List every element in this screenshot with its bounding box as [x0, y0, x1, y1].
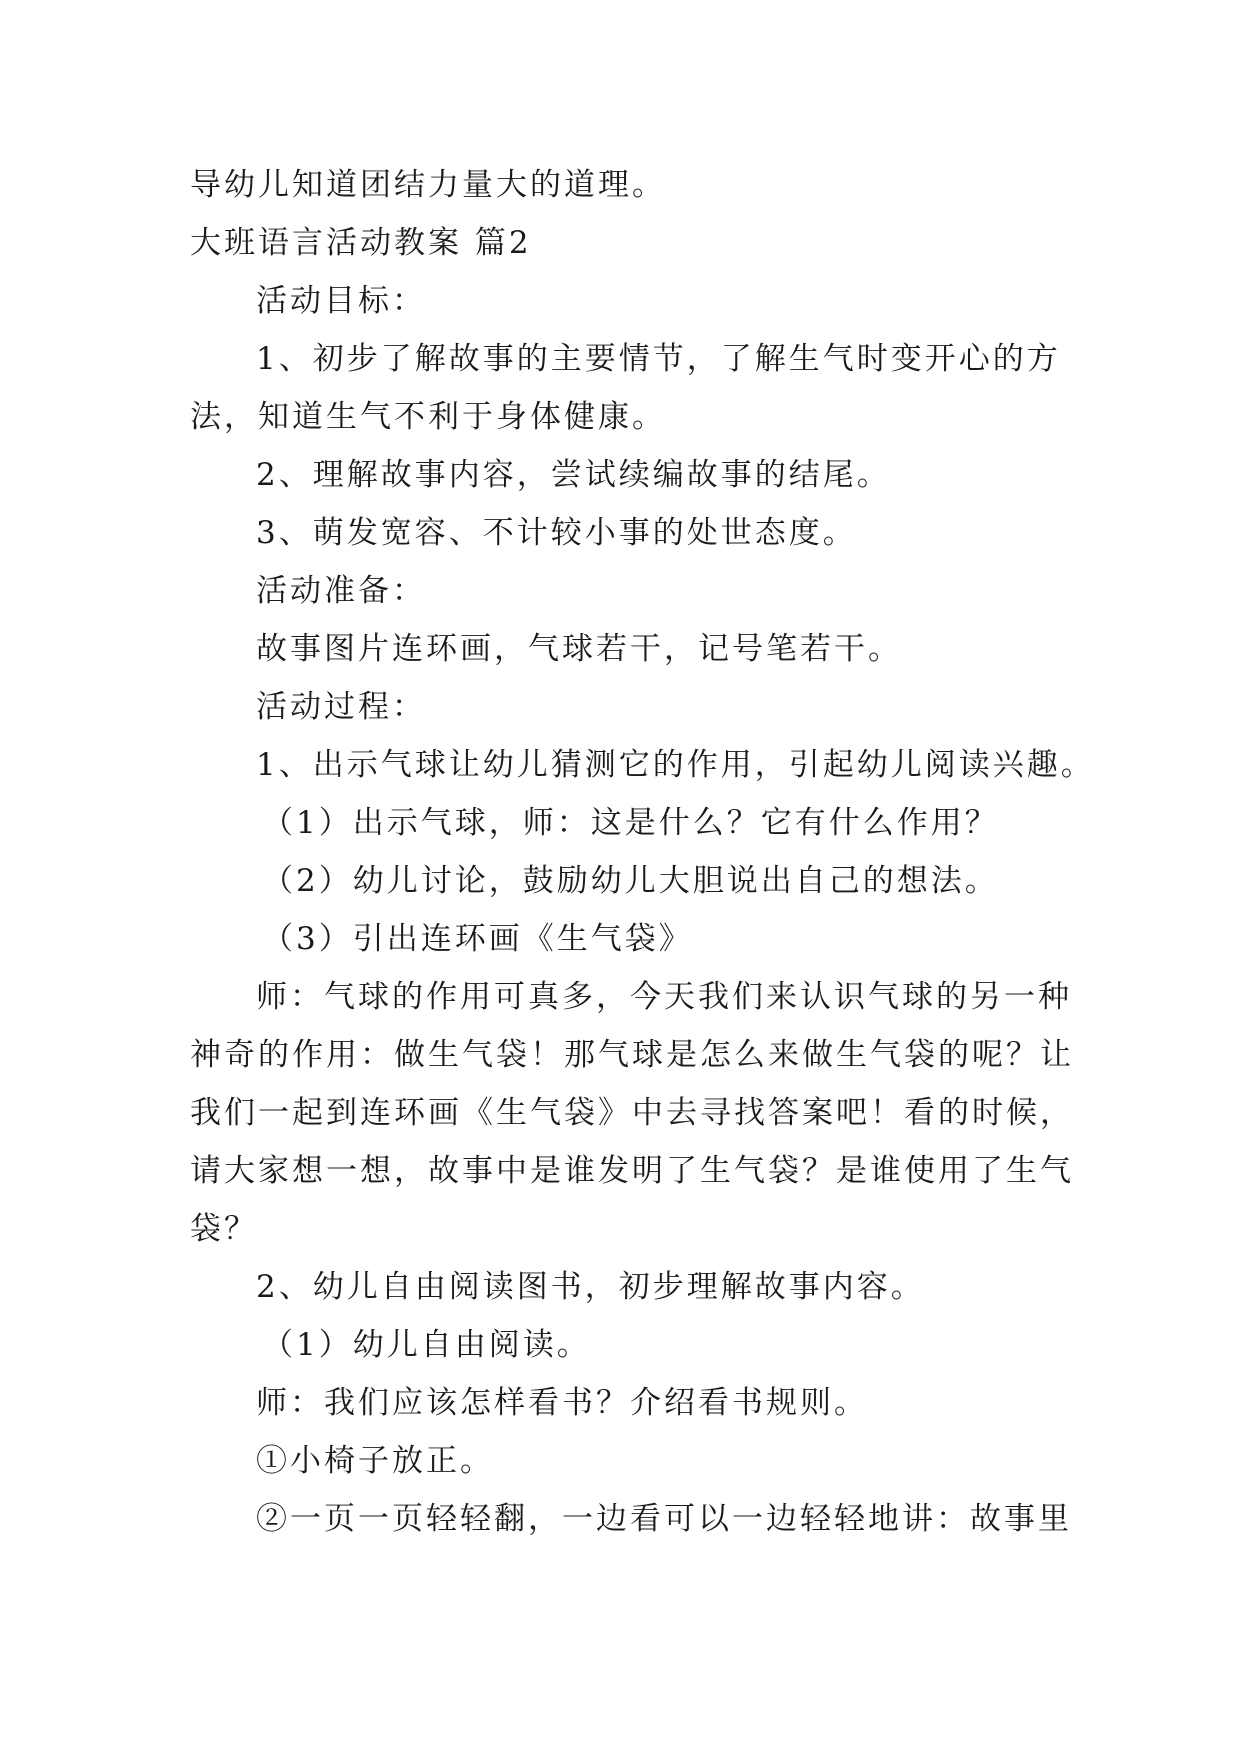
- paragraph-line: 2、理解故事内容，尝试续编故事的结尾。: [256, 457, 891, 493]
- paragraph-line: 故事图片连环画，气球若干，记号笔若干。: [256, 631, 902, 667]
- paragraph-line: （1）幼儿自由阅读。: [262, 1327, 591, 1363]
- paragraph-line: （3）引出连环画《生气袋》: [262, 921, 693, 957]
- paragraph-line: 神奇的作用：做生气袋！那气球是怎么来做生气袋的呢？让: [190, 1037, 1074, 1073]
- paragraph-line: 请大家想一想，故事中是谁发明了生气袋？是谁使用了生气: [190, 1153, 1074, 1189]
- paragraph-line: 袋？: [190, 1211, 258, 1247]
- paragraph-line: 师：我们应该怎样看书？介绍看书规则。: [256, 1385, 868, 1421]
- paragraph-line: （1）出示气球，师：这是什么？它有什么作用？: [262, 805, 999, 841]
- subheading-preparation: 活动准备：: [256, 573, 426, 609]
- paragraph-line: 1、初步了解故事的主要情节，了解生气时变开心的方: [256, 341, 1061, 377]
- paragraph-line: 我们一起到连环画《生气袋》中去寻找答案吧！看的时候，: [190, 1095, 1074, 1131]
- paragraph-line: 导幼儿知道团结力量大的道理。: [190, 167, 666, 203]
- paragraph-line: ②一页一页轻轻翻，一边看可以一边轻轻地讲：故事里: [256, 1501, 1072, 1537]
- paragraph-line: ①小椅子放正。: [256, 1443, 494, 1479]
- subheading-goals: 活动目标：: [256, 283, 426, 319]
- section-heading: 大班语言活动教案 篇2: [190, 225, 532, 261]
- subheading-process: 活动过程：: [256, 689, 426, 725]
- paragraph-line: 法，知道生气不利于身体健康。: [190, 399, 666, 435]
- paragraph-line: 3、萌发宽容、不计较小事的处世态度。: [256, 515, 857, 551]
- paragraph-line: 师：气球的作用可真多，今天我们来认识气球的另一种: [256, 979, 1072, 1015]
- paragraph-line: （2）幼儿讨论，鼓励幼儿大胆说出自己的想法。: [262, 863, 999, 899]
- paragraph-line: 1、出示气球让幼儿猜测它的作用，引起幼儿阅读兴趣。: [256, 747, 1095, 783]
- paragraph-line: 2、幼儿自由阅读图书，初步理解故事内容。: [256, 1269, 925, 1305]
